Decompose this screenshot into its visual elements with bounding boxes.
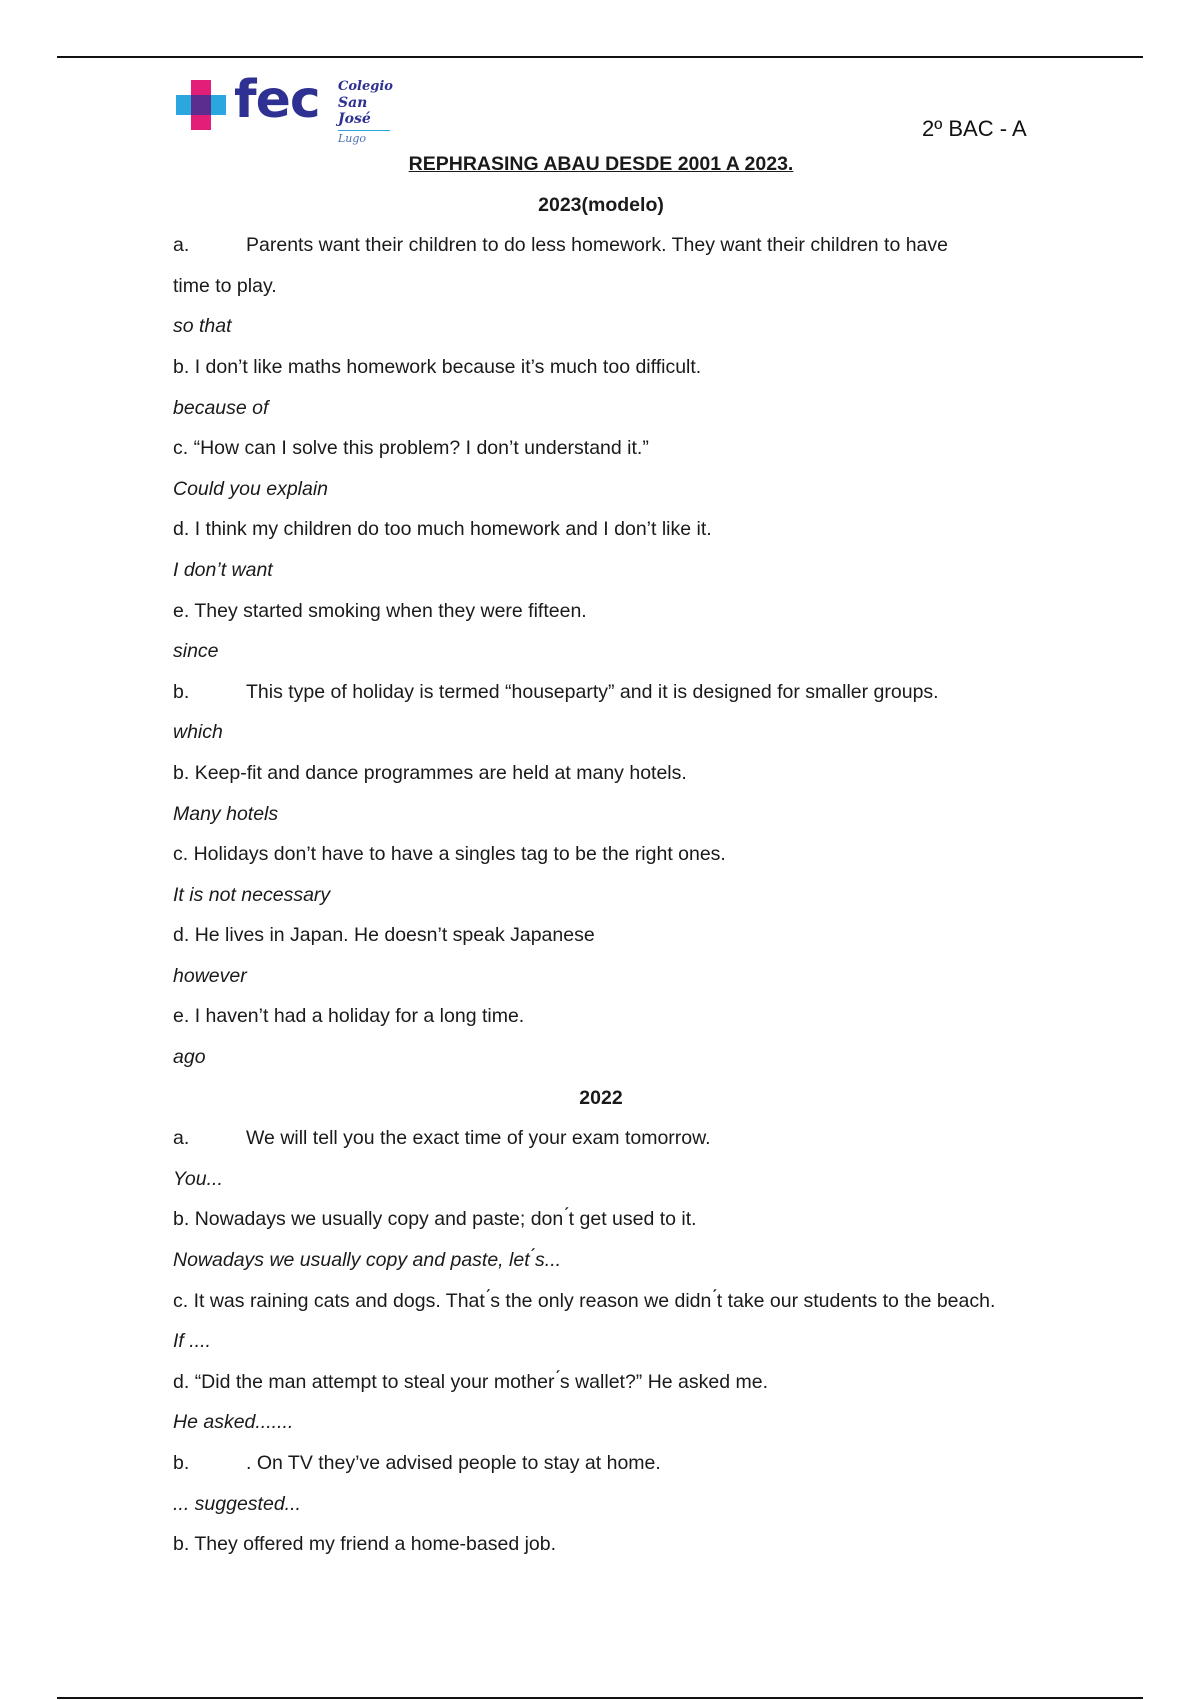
exercise-sentence-continuation: time to play. (173, 274, 277, 297)
logo-school-line2: San José (338, 94, 371, 128)
logo-brand: fec (234, 70, 320, 130)
exercise-sentence: a. Parents want their children to do less homework. They want their children to have (173, 234, 948, 257)
exercise-cue: ... suggested... (173, 1492, 301, 1515)
exercise-cue: Nowadays we usually copy and paste, let ́s... (173, 1249, 562, 1272)
exercise-sentence: d. He lives in Japan. He doesn’t speak Japanese (173, 924, 595, 947)
exercise-cue: It is not necessary (173, 883, 331, 906)
exercise-cue: however (173, 964, 247, 987)
exercise-cue: ago (173, 1046, 206, 1069)
exercise-sentence: c. It was raining cats and dogs. That ́s the only reason we didn ́t take our students to the beach. (173, 1289, 996, 1312)
exercise-sentence: b. Keep-fit and dance programmes are held at many hotels. (173, 761, 687, 784)
exercise-sentence: b. . On TV they’ve advised people to stay at home. (173, 1452, 661, 1474)
exercise-cue: Could you explain (173, 477, 329, 500)
logo-school-line3: Lugo (338, 132, 367, 146)
exercise-cue: since (173, 640, 219, 663)
class-label: 2º BAC - A (922, 116, 1027, 141)
document-title: REPHRASING ABAU DESDE 2001 A 2023. (408, 153, 794, 175)
exercise-sentence: a. We will tell you the exact time of your exam tomorrow. (173, 1127, 711, 1150)
logo-school-name (338, 80, 404, 146)
exercise-cue: which (173, 721, 223, 744)
exercise-cue: He asked....... (173, 1411, 294, 1434)
exercise-sentence: d. I think my children do too much homework and I don’t like it. (173, 518, 712, 541)
bottom-rule (57, 1697, 1143, 1699)
exercise-cue: If .... (173, 1330, 211, 1353)
section-heading: 2022 (579, 1086, 623, 1109)
logo-school-line1: Colegio (338, 79, 393, 94)
fec-cross-icon (174, 78, 228, 132)
exercise-cue: I don’t want (173, 558, 273, 581)
exercise-sentence: c. “How can I solve this problem? I don’t understand it.” (173, 437, 649, 460)
exercise-sentence: b. Nowadays we usually copy and paste; don ́t get used to it. (173, 1208, 697, 1231)
exercise-sentence: c. Holidays don’t have to have a singles tag to be the right ones. (173, 843, 726, 866)
school-logo (174, 70, 404, 146)
exercise-sentence: b. They offered my friend a home-based job. (173, 1533, 557, 1556)
exercise-cue: because of (173, 396, 269, 419)
exercise-cue: so that (173, 315, 232, 338)
exercise-cue: Many hotels (173, 802, 279, 825)
top-rule (57, 56, 1143, 58)
exercise-sentence: d. “Did the man attempt to steal your mother ́s wallet?” He asked me. (173, 1370, 769, 1393)
exercise-sentence: e. They started smoking when they were fifteen. (173, 599, 587, 622)
exercise-sentence: b. I don’t like maths homework because it’s much too difficult. (173, 355, 702, 378)
section-heading: 2023(modelo) (538, 193, 664, 216)
document-body (173, 144, 1073, 1565)
exercise-cue: You... (173, 1167, 223, 1190)
exercise-sentence: b. This type of holiday is termed “houseparty” and it is designed for smaller groups. (173, 680, 939, 703)
exercise-sentence: e. I haven’t had a holiday for a long time. (173, 1005, 525, 1028)
